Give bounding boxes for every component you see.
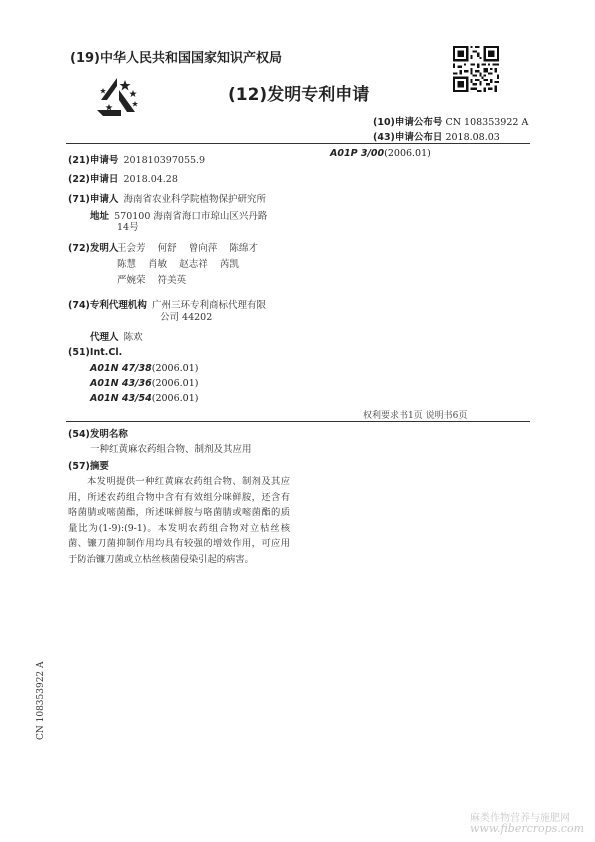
intcl-entry [90,363,198,374]
app-no-value: 201810397055.9 [123,155,206,166]
applicant-value: 海南省农业科学院植物保护研究所 [123,194,267,205]
agency-label: (74)专利代理机构 [68,300,147,311]
inventors-label: (72)发明人 [68,243,119,254]
intcl-entry [90,378,198,389]
title-label: (54)发明名称 [68,429,128,440]
watermark-line1: 麻类作物营养与施肥网 [470,813,570,824]
ipc-main-version: (2006.01) [384,148,431,159]
document-type: (12)发明专利申请 [228,85,370,105]
app-date-value: 2018.04.28 [123,174,178,185]
inventor-name: 芮凯 [219,259,239,270]
intcl-code: A01N 47/38 [90,363,152,374]
pub-no-label: (10)申请公布号 [373,117,443,128]
applicant-label: (71)申请人 [68,194,119,205]
app-date-label: (22)申请日 [68,174,119,185]
qr-code-icon [453,46,499,92]
address-line2: 14号 [117,222,139,233]
biblio-divider [66,421,530,422]
inventor-name: 陈慧 [117,259,137,270]
side-publication-number: CN 108353922 A [36,661,46,740]
intcl-version: (2006.01) [151,393,199,404]
inventor-name: 严婉荣 [117,275,146,286]
inventors-line2 [117,256,239,270]
intcl-code: A01N 43/54 [90,393,152,404]
invention-title: 一种红黄麻农药组合物、制剂及其应用 [90,444,252,455]
inventor-name: 陈绵才 [229,243,258,254]
pub-date-row [373,129,500,143]
pub-date-label: (43)申请公布日 [373,132,443,143]
intcl-version: (2006.01) [151,363,199,374]
intcl-version: (2006.01) [151,378,199,389]
app-date-row [68,167,178,186]
inventor-name: 赵志祥 [179,259,208,270]
pub-date-value: 2018.08.03 [445,132,500,143]
app-no-row [68,148,205,167]
header-divider [66,143,530,144]
cnipa-emblem-icon [95,76,141,124]
abstract-label: (57)摘要 [68,461,109,472]
inventor-name: 何舒 [157,243,177,254]
abstract-text: 本发明提供一种红黄麻农药组合物、制剂及其应用，所述农药组合物中含有有效组分咪鲜胺，还含有咯菌腈或嘧菌酯，所述咪鲜胺与咯菌腈或嘧菌酯的质量比为(1-9):(9-1)。本发明农药组合物对立枯丝核菌、镰刀菌抑制作用均具有较强的增效作用，可应用于防治镰刀菌或立枯丝核菌侵染引起的病害。 [68,476,290,565]
inventor-name: 肖敏 [148,259,168,270]
inventor-name: 符美英 [157,275,187,286]
watermark-line2: www.fibercrops.com [470,822,585,835]
ipc-main-code: A01P 3/00 [330,148,385,159]
agent-label: 代理人 [90,332,119,343]
agent-value: 陈欢 [123,332,143,343]
agency-line2: 公司 44202 [160,312,213,323]
intcl-entry [90,393,198,404]
app-no-label: (21)申请号 [68,155,119,166]
pages-info: 权利要求书1页 说明书6页 [363,411,468,421]
intcl-label: (51)Int.Cl. [68,347,123,358]
intcl-code: A01N 43/36 [90,378,152,389]
office-name: (19)中华人民共和国国家知识产权局 [70,51,282,66]
address-line1: 570100 海南省海口市琼山区兴丹路 [114,211,268,222]
pub-no-value: CN 108353922 A [445,117,529,128]
agency-line1: 广州三环专利商标代理有限 [152,300,267,311]
address-label: 地址 [90,211,110,222]
agent-row [90,325,143,344]
pub-no-row [373,114,528,128]
ipc-main [330,148,431,159]
inventor-name: 曾向萍 [188,243,218,254]
inventors-line1 [117,240,258,254]
inventor-name: 王会芳 [117,243,146,254]
inventors-line3 [117,272,186,286]
